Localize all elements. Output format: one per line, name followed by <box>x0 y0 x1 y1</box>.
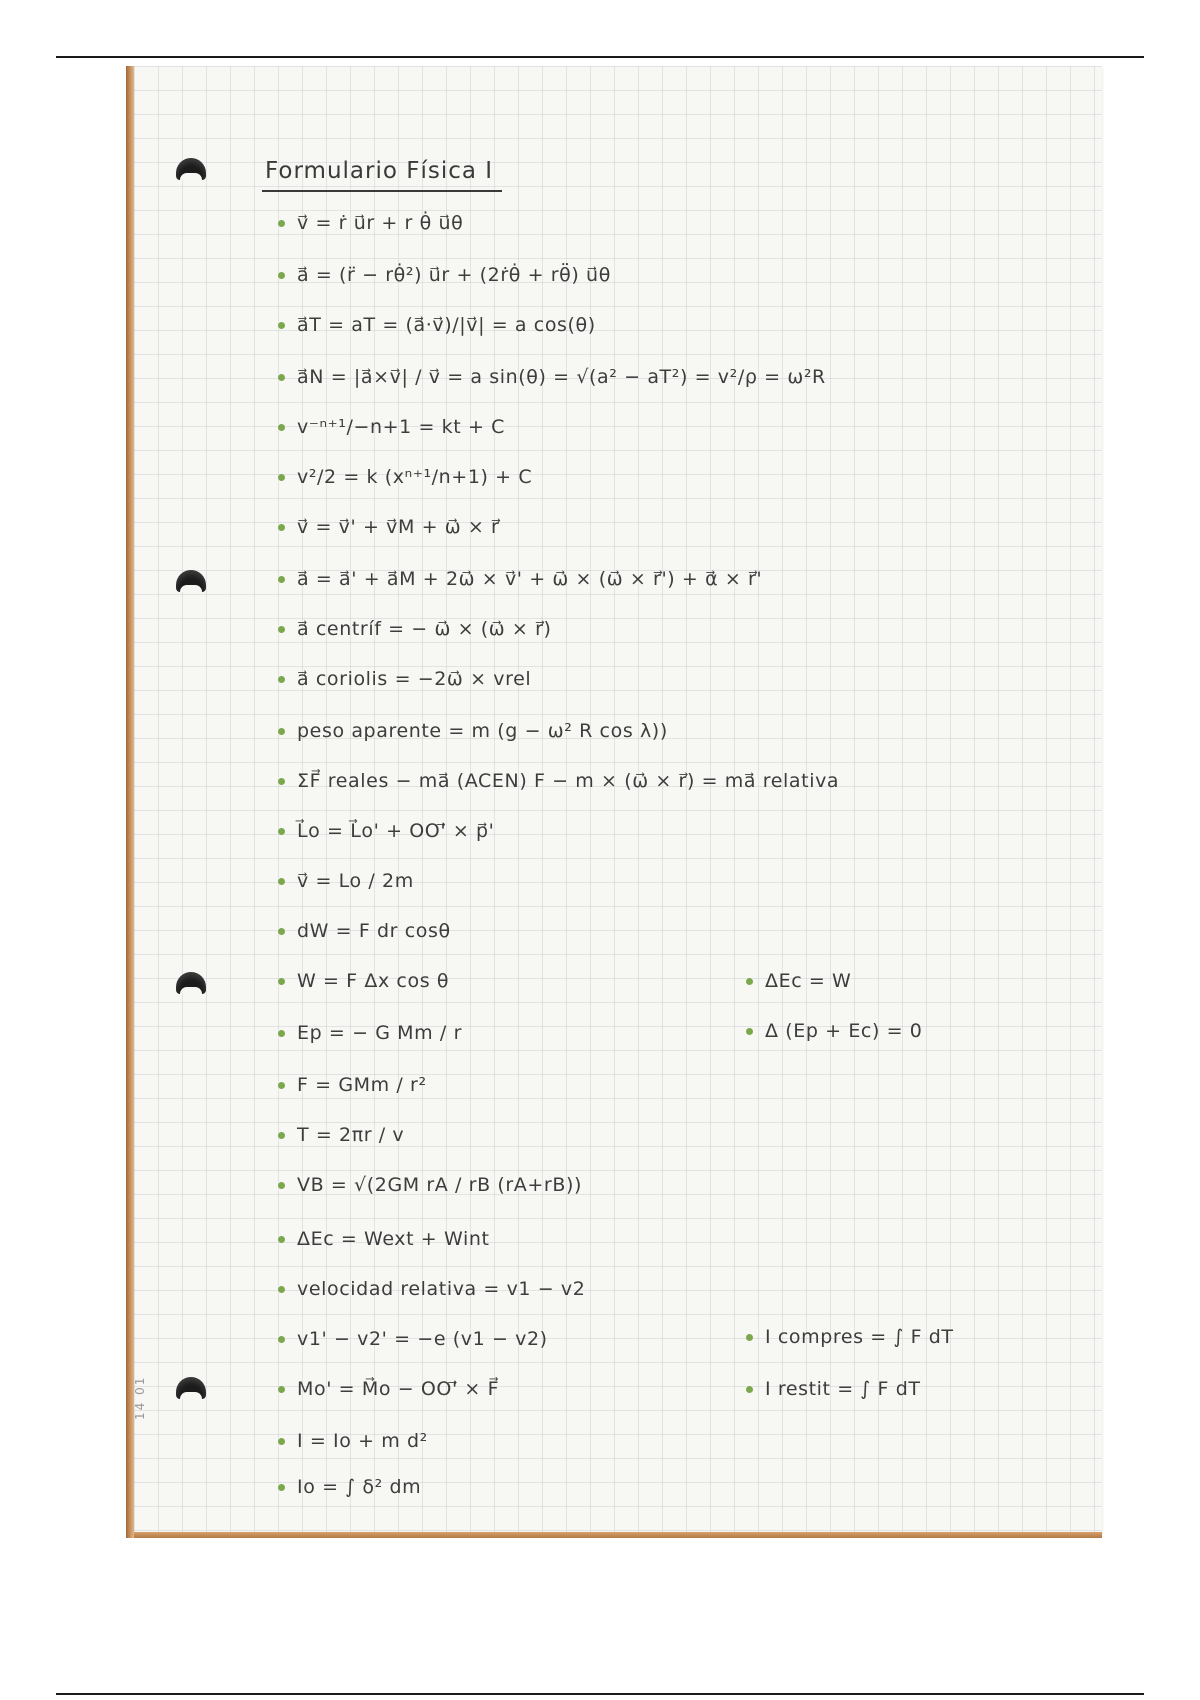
bullet-icon <box>278 778 285 785</box>
formula-text: L⃗o = L⃗o' + OO'⃗ × p⃗' <box>297 820 495 842</box>
bullet-icon <box>278 626 285 633</box>
paper-edge-bottom <box>134 1532 1102 1538</box>
bullet-icon <box>278 1132 285 1139</box>
formula-item <box>278 970 449 992</box>
formula-text: a⃗ coriolis = −2ω⃗ × vrel <box>297 668 532 690</box>
bullet-icon <box>746 1386 753 1393</box>
bullet-icon <box>278 1082 285 1089</box>
formula-text: dW = F dr cosθ <box>297 920 451 942</box>
bullet-icon <box>278 424 285 431</box>
formula-item <box>278 770 839 792</box>
bullet-icon <box>278 374 285 381</box>
formula-item-right <box>746 1378 921 1400</box>
punch-hole-icon <box>176 972 206 994</box>
punch-hole-icon <box>176 570 206 592</box>
formula-text: F = GMm / r² <box>297 1074 427 1096</box>
formula-text: T = 2πr / v <box>297 1124 405 1146</box>
formula-item <box>278 870 414 892</box>
formula-text: a⃗ = a⃗' + a⃗M + 2ω⃗ × v⃗' + ω⃗ × (ω⃗ × r⃗') + α⃗ × r⃗' <box>297 568 763 590</box>
formula-text: Ep = − G Mm / r <box>297 1022 462 1044</box>
bullet-icon <box>278 474 285 481</box>
binding-mark: 14 01 <box>133 1375 147 1420</box>
formula-text: I compres = ∫ F dT <box>765 1326 954 1348</box>
formula-text: velocidad relativa = v1 − v2 <box>297 1278 586 1300</box>
bullet-icon <box>278 978 285 985</box>
formula-text: W = F Δx cos θ <box>297 970 450 992</box>
formula-item <box>278 1124 404 1146</box>
formula-text: ΔEc = Wext + Wint <box>297 1228 490 1250</box>
formula-item <box>278 1430 428 1452</box>
formula-item <box>278 720 668 742</box>
formula-text: I = Io + m d² <box>297 1430 428 1452</box>
formula-text: I restit = ∫ F dT <box>765 1378 921 1400</box>
page-title: Formulario Física I <box>265 158 494 184</box>
bullet-icon <box>278 272 285 279</box>
formula-item <box>278 516 499 538</box>
bullet-icon <box>746 1334 753 1341</box>
formula-item <box>278 1328 548 1350</box>
punch-hole-icon <box>176 1377 206 1399</box>
formula-item <box>278 416 505 438</box>
formula-item <box>278 568 762 590</box>
formula-item <box>278 820 494 842</box>
bullet-icon <box>278 1182 285 1189</box>
bullet-icon <box>746 1028 753 1035</box>
punch-hole-icon <box>176 158 206 180</box>
bullet-icon <box>278 1030 285 1037</box>
formula-text: peso aparente = m (g − ω² R cos λ)) <box>297 720 668 742</box>
formula-text: VB = √(2GM rA / rB (rA+rB)) <box>297 1174 582 1196</box>
formula-text: v²/2 = k (xⁿ⁺¹/n+1) + C <box>297 466 533 488</box>
top-rule <box>56 56 1144 58</box>
formula-item <box>278 264 611 286</box>
bullet-icon <box>278 524 285 531</box>
formula-item <box>278 212 463 234</box>
formula-text: Io = ∫ δ² dm <box>297 1476 422 1498</box>
formula-item <box>278 668 531 690</box>
bullet-icon <box>278 1236 285 1243</box>
bullet-icon <box>278 928 285 935</box>
formula-item <box>278 1174 582 1196</box>
title-underline <box>262 190 502 192</box>
formula-text: v⃗ = Lo / 2m <box>297 870 414 892</box>
formula-item <box>278 1228 490 1250</box>
formula-item <box>278 1022 462 1044</box>
formula-text: v⃗ = ṙ u⃗r + r θ̇ u⃗θ <box>297 212 464 234</box>
bottom-rule <box>56 1693 1144 1695</box>
formula-text: a⃗ = (r̈ − rθ̇²) u⃗r + (2ṙθ̇ + rθ̈) u⃗θ <box>297 264 611 286</box>
formula-item <box>278 466 532 488</box>
bullet-icon <box>278 220 285 227</box>
bullet-icon <box>278 1438 285 1445</box>
formula-text: Δ (Ep + Ec) = 0 <box>765 1020 923 1042</box>
formula-item-right <box>746 1020 922 1042</box>
bullet-icon <box>278 576 285 583</box>
formula-text: v1' − v2' = −e (v1 − v2) <box>297 1328 548 1350</box>
bullet-icon <box>278 728 285 735</box>
bullet-icon <box>278 1386 285 1393</box>
bullet-icon <box>278 676 285 683</box>
formula-text: a⃗N = |a⃗×v⃗| / v⃗ = a sin(θ) = √(a² − aT²) = v²/ρ = ω²R <box>297 366 826 388</box>
formula-item <box>278 618 552 640</box>
formula-item-right <box>746 970 851 992</box>
notebook-page <box>134 66 1102 1534</box>
bullet-icon <box>278 1286 285 1293</box>
bullet-icon <box>278 828 285 835</box>
formula-text: a⃗ centríf = − ω⃗ × (ω⃗ × r⃗) <box>297 618 552 640</box>
bullet-icon <box>278 322 285 329</box>
formula-item <box>278 366 826 388</box>
bullet-icon <box>278 1484 285 1491</box>
formula-item <box>278 920 451 942</box>
formula-text: ΣF⃗ reales − ma⃗ (ACEN) F − m × (ω⃗ × r⃗) = ma⃗ relativa <box>297 770 840 792</box>
bullet-icon <box>278 1336 285 1343</box>
formula-item <box>278 1476 421 1498</box>
bullet-icon <box>278 878 285 885</box>
formula-text: v⃗ = v⃗' + v⃗M + ω⃗ × r⃗ <box>297 516 500 538</box>
formula-text: ΔEc = W <box>765 970 852 992</box>
formula-item <box>278 1074 427 1096</box>
formula-item <box>278 314 596 336</box>
formula-text: Mo' = M⃗o − OO'⃗ × F⃗ <box>297 1378 500 1400</box>
bullet-icon <box>746 978 753 985</box>
formula-item-right <box>746 1326 954 1348</box>
formula-item <box>278 1378 499 1400</box>
formula-text: v⁻ⁿ⁺¹/−n+1 = kt + C <box>297 416 505 438</box>
formula-item <box>278 1278 585 1300</box>
formula-text: a⃗T = aT = (a⃗·v⃗)/|v⃗| = a cos(θ) <box>297 314 596 336</box>
